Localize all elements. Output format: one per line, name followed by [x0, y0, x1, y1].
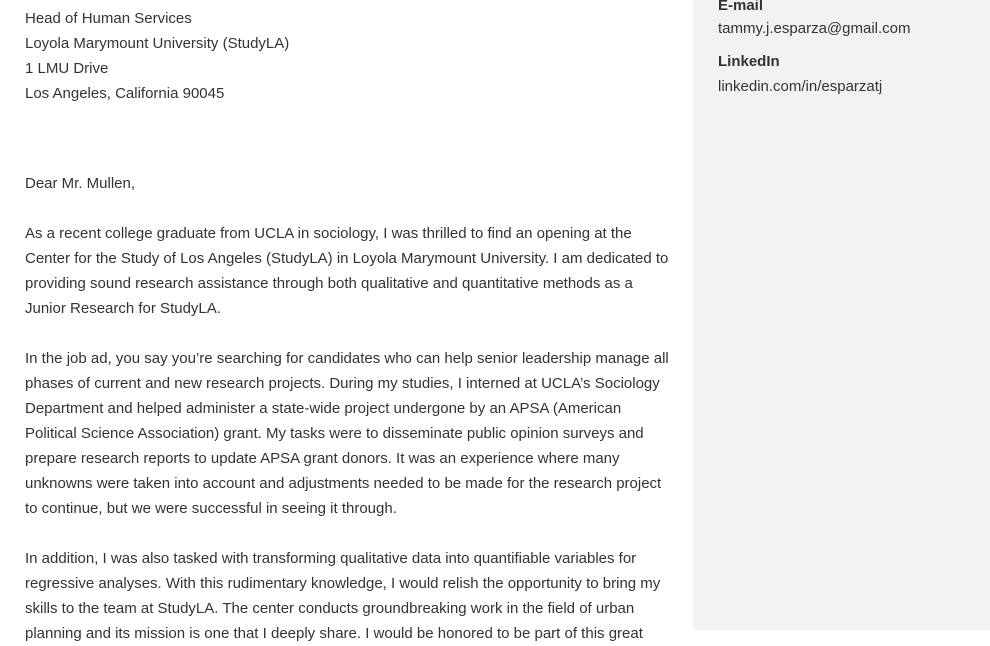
contact-sidebar — [693, 0, 990, 630]
letter-paragraph: As a recent college graduate from UCLA in sociology, I was thrilled to find an opening at the Center for the Study of Los Angeles (StudyLA) in Loyola Marymount University. I am dedicated to providing sound research assistance through both qualitative and quantitative methods as a Junior Research for StudyLA. — [25, 225, 669, 317]
linkedin-label: LinkedIn — [718, 53, 780, 70]
linkedin-link[interactable]: linkedin.com/in/esparzatj — [718, 78, 883, 95]
recipient-address — [25, 6, 673, 106]
recipient-street: 1 LMU Drive — [25, 60, 109, 77]
letter-paragraph: In the job ad, you say you’re searching for candidates who can help senior leadership manage all phases of current and new research projects. During my studies, I interned at UCLA’s Sociology Department and helped administer a state-wide project undergone by an APSA (American Political Science Association) grant. My tasks were to disseminate public opinion surveys and prepare research reports to update APSA grant donors. It was an experience where many unknowns were taken into account and adjustments needed to be made for the research project to continue, but we were successful in seeing it through. — [25, 350, 669, 517]
recipient-title: Head of Human Services — [25, 10, 192, 27]
salutation: Dear Mr. Mullen, — [25, 175, 136, 192]
letter-content — [25, 6, 673, 646]
recipient-organization: Loyola Marymount University (StudyLA) — [25, 35, 290, 52]
email-link[interactable]: tammy.j.esparza@gmail.com — [718, 20, 911, 37]
letter-paragraph: In addition, I was also tasked with transforming qualitative data into quantifiable variables for regressive analyses. With this rudimentary knowledge, I would relish the opportunity to bring my skills to the team at StudyLA. The center conducts groundbreaking work in the field of urban planning and its mission is one that I deeply share. I would be honored to be part of this great — [25, 550, 661, 642]
email-label: E-mail — [718, 0, 764, 14]
recipient-city: Los Angeles, California 90045 — [25, 85, 225, 102]
